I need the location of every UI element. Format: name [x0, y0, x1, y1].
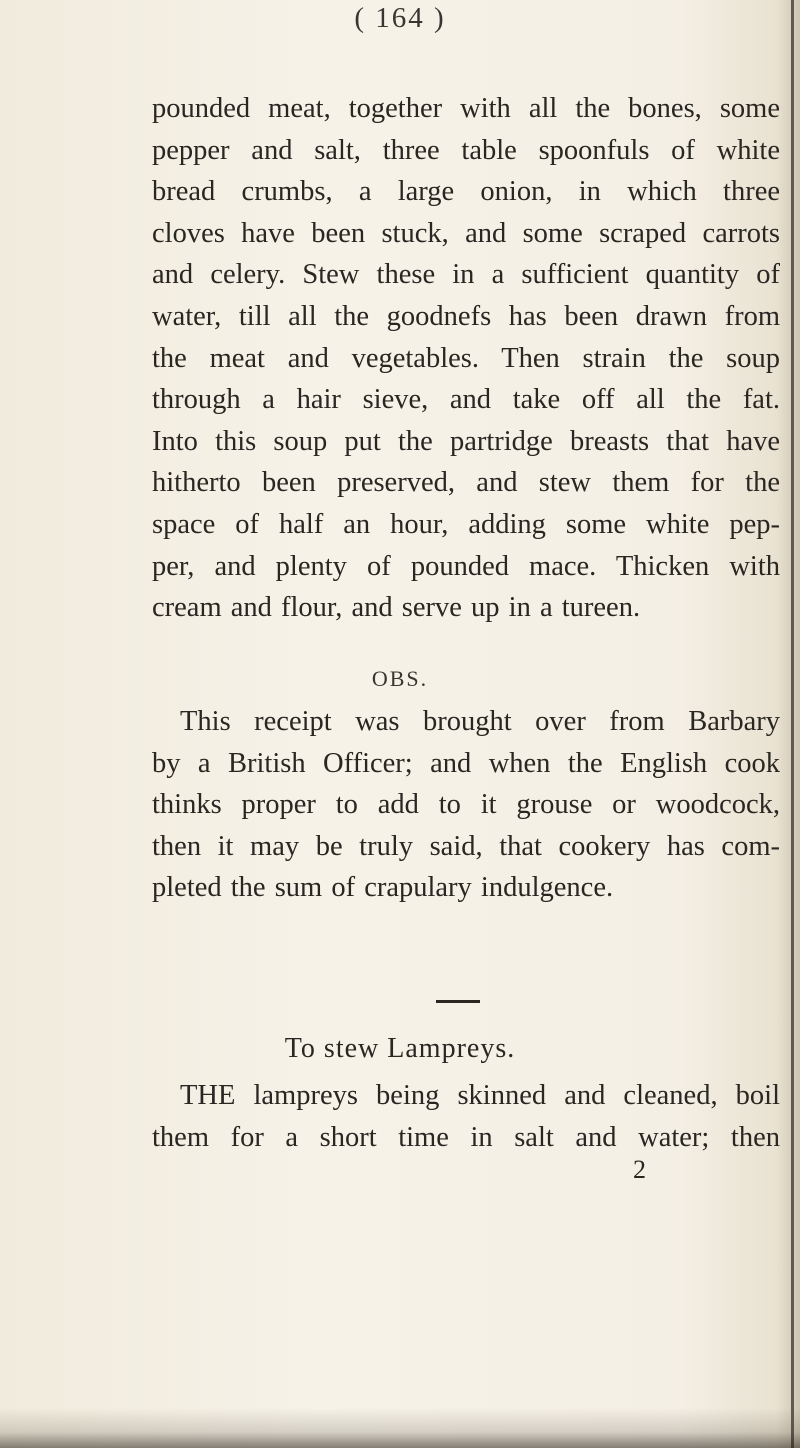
text-line: them for a short time in salt and water; then [152, 1121, 780, 1153]
text-line: bread crumbs, a large onion, in which three [152, 176, 780, 208]
section-divider [436, 1000, 480, 1003]
heading-text: To stew Lampreys. [284, 1033, 516, 1064]
recipe-heading [0, 1033, 800, 1065]
text-line: cream and flour, and serve up in a tureen. [152, 592, 641, 624]
text-line: per, and plenty of pounded mace. Thicken with [152, 550, 780, 582]
page-number: ( 164 ) [354, 2, 446, 34]
text-line: pepper and salt, three table spoonfuls of white [152, 134, 780, 166]
text-line: then it may be truly said, that cookery has com- [152, 830, 780, 862]
text-line: Into this soup put the partridge breasts that have [152, 425, 780, 457]
text-line: thinks proper to add to it grouse or woodcock, [152, 789, 780, 821]
text-line: through a hair sieve, and take off all the fat. [152, 384, 780, 416]
text-line: pleted the sum of crapulary indulgence. [152, 872, 614, 904]
text-line: pounded meat, together with all the bones, some [152, 93, 780, 124]
text-line: cloves have been stuck, and some scraped carrots [152, 217, 780, 249]
page-bottom-shadow [0, 1408, 800, 1448]
text-line: water, till all the goodnefs has been drawn from [152, 300, 780, 332]
text-line: the meat and vegetables. Then strain the soup [152, 342, 780, 374]
text-line: This receipt was brought over from Barbary [180, 706, 780, 737]
paragraph-lampreys [152, 1075, 780, 1158]
page-edge-shadow [791, 0, 794, 1448]
text-line: and celery. Stew these in a sufficient quantity of [152, 259, 780, 291]
text-line: by a British Officer; and when the English cook [152, 747, 780, 779]
text-line: THE lampreys being skinned and cleaned, boil [180, 1080, 780, 1111]
text-line: hitherto been preserved, and stew them for the [152, 467, 780, 499]
signature-mark: 2 [633, 1155, 646, 1184]
paragraph-soup-recipe [152, 88, 780, 629]
text-line: space of half an hour, adding some white pep- [152, 508, 780, 540]
obs-label: OBS. [371, 666, 429, 691]
paragraph-observation [152, 701, 780, 909]
